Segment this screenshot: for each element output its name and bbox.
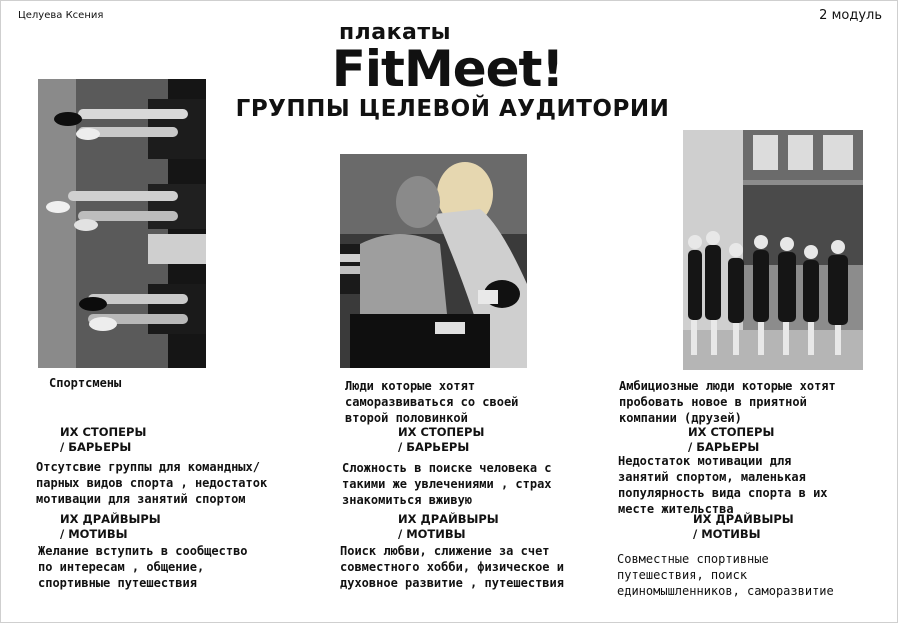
module-label: 2 модуль xyxy=(819,8,882,23)
brand-title: FitMeet! xyxy=(331,40,564,98)
group-1-title: Спортсмены xyxy=(49,376,122,390)
group-3-title: Амбициозные люди которые хотят пробовать новое в приятной компании (друзей) xyxy=(619,379,836,425)
group-3-motives-text: Совместные спортивные путешествия, поиск единомышленников, саморазвитие xyxy=(617,552,834,598)
group-1-barriers-text: Отсутсвие группы для командных/ парных видов спорта , недостаток мотивации для занятий спортом xyxy=(36,460,268,506)
couple-photo xyxy=(340,154,527,368)
group-2-motives-label: ИХ ДРАЙВЫРЫ / МОТИВЫ xyxy=(398,512,499,541)
group-2-motives-text: Поиск любви, слижение за счет совместного хобби, физическое и духовное развитие , путешествия xyxy=(340,544,564,590)
group-2-title: Люди которые хотят саморазвиваться со своей второй половинкой xyxy=(345,379,519,425)
author-name: Целуева Ксения xyxy=(18,10,104,21)
poster-heading: плакаты xyxy=(338,20,452,45)
group-2-barriers-label: ИХ СТОПЕРЫ / БАРЬЕРЫ xyxy=(398,425,485,454)
group-3-barriers-label: ИХ СТОПЕРЫ / БАРЬЕРЫ xyxy=(688,425,775,454)
group-1-motives-text: Желание вступить в сообщество по интересам , общение, спортивные путешествия xyxy=(38,544,248,590)
section-title: ГРУППЫ ЦЕЛЕВОЙ АУДИТОРИИ xyxy=(235,96,670,122)
group-photo xyxy=(683,130,863,370)
group-1-motives-label: ИХ ДРАЙВЫРЫ / МОТИВЫ xyxy=(60,512,161,541)
group-2-barriers-text: Сложность в поиске человека с такими же увлечениями , страх знакомиться вживую xyxy=(342,461,552,507)
group-1-barriers-label: ИХ СТОПЕРЫ / БАРЬЕРЫ xyxy=(60,425,147,454)
athletes-photo xyxy=(38,79,206,368)
group-3-barriers-text: Недостаток мотивации для занятий спортом, маленькая популярность вида спорта в их месте жительства xyxy=(618,454,828,516)
group-3-motives-label: ИХ ДРАЙВЫРЫ / МОТИВЫ xyxy=(693,512,794,541)
